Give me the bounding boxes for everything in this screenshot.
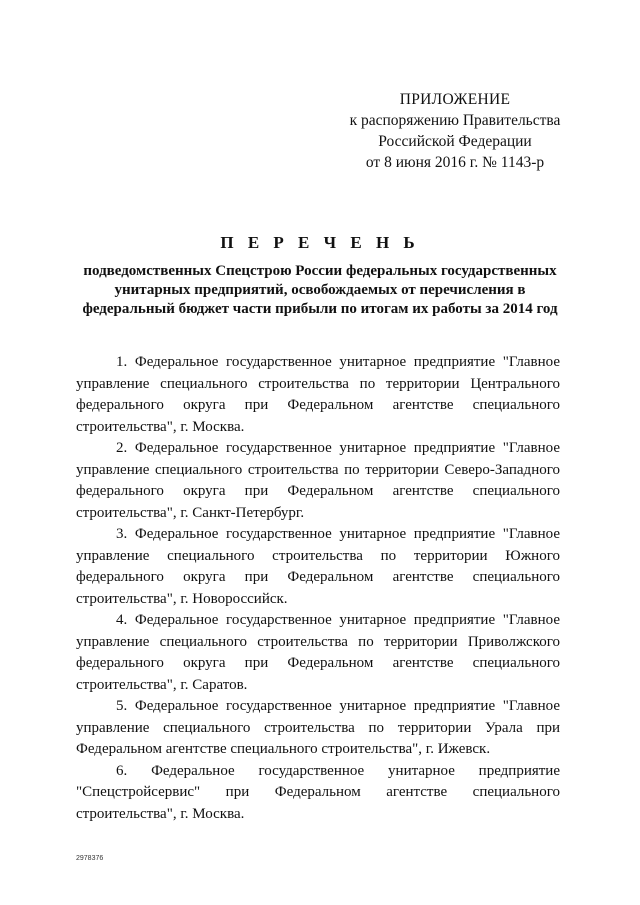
list-item-line: 5. Федеральное государственное унитарное предприятие "Главное — [116, 698, 560, 714]
list-item-line: управление специального строительства по территории Центрального — [76, 375, 560, 392]
list-item-line: строительства", г. Саратов. — [76, 676, 248, 693]
list-item-line: Федеральном агентстве специального строительства", г. Ижевск. — [76, 741, 491, 757]
appendix-block — [330, 89, 580, 173]
list-item — [76, 696, 560, 761]
list-item — [76, 610, 560, 696]
subtitle-line-2: унитарных предприятий, освобождаемых от перечисления в — [114, 282, 526, 298]
list-item-line: 2. Федеральное государственное унитарное предприятие "Главное — [116, 440, 560, 456]
list-item-line: строительства", г. Москва. — [76, 805, 245, 822]
document-title: П Е Р Е Ч Е Н Ь — [220, 233, 420, 252]
list-item — [76, 352, 560, 438]
list-item-line: федерального округа при Федеральном агентстве специального — [76, 483, 560, 499]
appendix-line-3: от 8 июня 2016 г. № 1143-р — [365, 154, 545, 171]
list-item-line: 4. Федеральное государственное унитарное предприятие "Главное — [116, 612, 560, 628]
list-item — [76, 524, 560, 610]
list-item-line: федерального округа при Федеральном агентстве специального — [76, 655, 560, 671]
list-item-line: управление специального строительства по территории Урала при — [76, 719, 560, 736]
list-item-line: 3. Федеральное государственное унитарное предприятие "Главное — [116, 526, 560, 542]
list-item — [76, 438, 560, 524]
subtitle-line-3: федеральный бюджет части прибыли по итогам их работы за 2014 год — [82, 301, 558, 317]
document-code: 2978376 — [76, 855, 104, 862]
appendix-heading: ПРИЛОЖЕНИЕ — [399, 91, 511, 108]
appendix-line-1: к распоряжению Правительства — [349, 112, 561, 129]
list-item-line: строительства", г. Москва. — [76, 418, 245, 435]
list-item-line: 1. Федеральное государственное унитарное предприятие "Главное — [116, 354, 560, 370]
appendix-line-2: Российской Федерации — [378, 133, 532, 150]
list-item-line: строительства", г. Новороссийск. — [76, 590, 288, 607]
list-item — [76, 761, 560, 826]
subtitle-line-1: подведомственных Спецстрою России федеральных государственных — [83, 263, 557, 279]
list-item-line: федерального округа при Федеральном агентстве специального — [76, 569, 560, 585]
document-subtitle — [60, 262, 580, 319]
list-item-line: управление специального строительства по территории Северо-Западного — [76, 461, 560, 478]
list-item-line: управление специального строительства по территории Приволжского — [76, 633, 560, 650]
list-item-line: 6. Федеральное государственное унитарное предприятие — [116, 762, 560, 779]
list-item-line: управление специального строительства по территории Южного — [76, 547, 560, 564]
list-item-line: "Спецстройсервис" при Федеральном агентстве специального — [76, 784, 560, 800]
list-item-line: строительства", г. Санкт-Петербург. — [76, 504, 305, 521]
list-item-line: федерального округа при Федеральном агентстве специального — [76, 397, 560, 413]
enterprise-list — [76, 352, 560, 825]
